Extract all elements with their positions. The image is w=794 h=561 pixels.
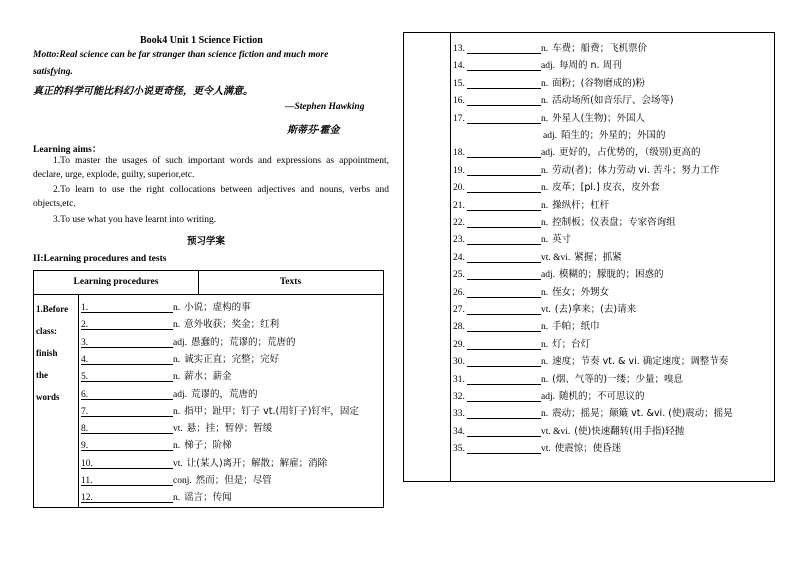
answer-blank[interactable]	[81, 319, 173, 330]
answer-blank[interactable]	[467, 165, 541, 176]
aim-item: 1.To master the usages of such important words and expressions as appointment, declare, urge, explode, guilty, superior,etc.	[33, 156, 389, 180]
motto-text-2: satisfying.	[33, 67, 73, 77]
stage-label-line: class:	[36, 326, 57, 336]
answer-blank[interactable]	[81, 458, 173, 469]
part-of-speech: n.	[541, 183, 549, 194]
stage-label-line: words	[36, 392, 60, 402]
definition: 陌生的；外星的；外国的	[560, 130, 666, 141]
vocab-item	[453, 318, 600, 332]
vocab-item: 5. n. 薪水；薪金	[81, 371, 232, 383]
answer-blank[interactable]	[467, 234, 541, 245]
part-of-speech: n.	[173, 303, 181, 313]
definition: 悬；挂；暂停；暂缓	[186, 423, 273, 435]
part-of-speech: vt.	[173, 424, 183, 435]
answer-blank[interactable]	[467, 43, 541, 54]
vocab-number: 25.	[453, 270, 465, 281]
motto-author: —Stephen Hawking	[285, 102, 365, 112]
vocab-number: 24.	[453, 252, 465, 263]
motto-text-1: Real science can be far stranger than science fiction and much more	[59, 50, 329, 60]
answer-blank[interactable]	[467, 147, 541, 158]
vocab-number: 34.	[453, 426, 465, 437]
part-of-speech: n.	[173, 320, 181, 331]
part-of-speech: n.	[541, 357, 549, 368]
part-of-speech: n.	[173, 372, 181, 383]
answer-blank[interactable]	[467, 374, 541, 385]
definition: 每周的 n. 周刊	[558, 60, 622, 72]
part-of-speech: n.	[541, 96, 549, 107]
part-of-speech: n.	[541, 78, 549, 89]
definition: 速度；节奏 vt. & vi. 确定速度；调整节奏	[552, 356, 729, 368]
part-of-speech: conj.	[173, 476, 192, 486]
part-of-speech: n.	[541, 113, 549, 124]
vocab-number: 18.	[453, 148, 465, 159]
aim-item: 2.To learn to use the right collocations between adjectives and nouns, verbs and objects,etc.	[33, 185, 389, 209]
vocab-number: 20.	[453, 183, 465, 194]
answer-blank[interactable]	[467, 321, 541, 332]
stage-label-line: the	[36, 370, 48, 380]
vocab-number: 27.	[453, 305, 465, 315]
definition: 震动；摇晃；颠簸 vt. &vi. (使)震动；摇晃	[552, 408, 733, 420]
definition: 薪水；薪金	[184, 371, 232, 383]
definition: 灯；台灯	[552, 338, 591, 350]
answer-blank[interactable]	[81, 371, 173, 382]
vocab-item	[453, 284, 609, 298]
part-of-speech: adj.	[173, 389, 187, 400]
answer-blank[interactable]	[81, 423, 173, 434]
definition: 控制板；仪表盘；专家咨询组	[552, 217, 676, 228]
part-of-speech: n.	[541, 235, 549, 246]
vocab-item: 4. n. 诚实正直；完整；完好	[81, 353, 280, 365]
part-of-speech: vt.	[173, 458, 183, 469]
vocab-item	[453, 301, 636, 315]
motto-author-chinese: 斯蒂芬·霍金	[287, 125, 340, 136]
vocab-item	[453, 336, 590, 350]
answer-blank[interactable]	[467, 95, 541, 106]
header-learning-procedures: Learning procedures	[34, 271, 199, 294]
vocab-item	[453, 40, 647, 54]
answer-blank[interactable]	[467, 182, 541, 193]
vocab-item: 1. n. 小说；虚构的事	[81, 302, 251, 313]
part-of-speech: n.	[173, 441, 181, 452]
answer-blank[interactable]	[81, 389, 173, 400]
answer-blank[interactable]	[81, 492, 173, 503]
definition: 随机的；不可思议的	[558, 391, 645, 402]
definition: 小说；虚构的事	[184, 302, 251, 313]
vocab-item: 9. n. 梯子；阶梯	[81, 440, 232, 452]
vocab-number: 31.	[453, 374, 465, 385]
vocab-item	[453, 266, 664, 280]
vocab-number: 35.	[453, 444, 465, 455]
definition: 谣言；传闻	[184, 492, 232, 504]
definition: 使震惊；使昏迷	[554, 443, 622, 455]
vocab-number: 21.	[453, 200, 465, 211]
definition: 面粉；(谷物磨成的)粉	[552, 77, 646, 89]
definition: 英寸	[552, 234, 572, 246]
vocab-item	[453, 405, 733, 419]
answer-blank[interactable]	[467, 391, 541, 402]
answer-blank[interactable]	[467, 443, 541, 454]
vocab-number: 33.	[453, 409, 465, 420]
part-of-speech: vt. &vi.	[541, 252, 571, 263]
answer-blank[interactable]	[467, 200, 541, 211]
definition: 诚实正直；完整；完好	[184, 353, 280, 365]
definition: 让(某人)离开；解散；解雇；消除	[186, 457, 328, 469]
answer-blank[interactable]	[467, 60, 541, 71]
part-of-speech: vt. &vi.	[541, 426, 571, 437]
part-of-speech: n.	[173, 354, 181, 365]
answer-blank[interactable]	[467, 217, 541, 228]
answer-blank[interactable]	[467, 269, 541, 280]
definition: 外星人(生物)；外国人	[552, 112, 646, 124]
definition: 梯子；阶梯	[184, 440, 232, 452]
vocab-item	[453, 214, 676, 228]
definition: 紧握；抓紧	[574, 251, 622, 263]
procedures-heading: II:Learning procedures and tests	[33, 254, 167, 264]
document-title: Book4 Unit 1 Science Fiction	[140, 35, 263, 46]
definition: (去)拿来；(去)请来	[554, 304, 637, 315]
vocab-item	[453, 231, 571, 245]
definition: 皮革；[pl.] 皮衣，皮外套	[552, 182, 660, 194]
stage-label-line: finish	[36, 348, 58, 358]
vocab-item	[453, 110, 645, 124]
part-of-speech: adj.	[543, 131, 557, 141]
vocab-number: 16.	[453, 96, 465, 107]
vocab-item: 6. adj. 荒谬的，荒唐的	[81, 388, 258, 400]
definition: 荒谬的，荒唐的	[190, 388, 258, 400]
vocab-number: 14.	[453, 61, 465, 72]
vocab-item: 12. n. 谣言；传闻	[81, 492, 232, 504]
vocab-number: 30.	[453, 357, 465, 368]
stage-label	[34, 294, 79, 507]
part-of-speech: n.	[541, 44, 549, 54]
part-of-speech: n.	[173, 406, 181, 417]
part-of-speech: n.	[541, 339, 549, 350]
definition: 劳动(者)；体力劳动 vi. 苦斗；努力工作	[552, 164, 720, 176]
definition: 更好的，占优势的，（级别)更高的	[558, 147, 701, 159]
vocab-item: 11. conj. 然而；但是；尽管	[81, 475, 272, 486]
vocab-item	[453, 249, 622, 263]
vocab-item	[453, 353, 728, 367]
answer-blank[interactable]	[81, 354, 173, 365]
answer-blank[interactable]	[81, 406, 173, 417]
vocab-number: 19.	[453, 165, 465, 176]
part-of-speech: n.	[541, 287, 549, 298]
definition: 操纵杆；杠杆	[552, 199, 610, 211]
answer-blank[interactable]	[467, 408, 541, 419]
vocab-number: 17.	[453, 113, 465, 124]
vocab-item	[453, 423, 684, 437]
definition: 然而；但是；尽管	[195, 475, 272, 486]
definition: 意外收获；奖金；红利	[184, 319, 280, 331]
vocab-number: 15.	[453, 78, 465, 89]
vocab-item	[453, 162, 719, 176]
definition: 愚蠢的；荒谬的；荒唐的	[190, 336, 296, 348]
vocab-item	[453, 197, 609, 211]
definition: 模糊的；朦胧的；困惑的	[558, 269, 664, 281]
definition: 侄女；外甥女	[552, 286, 610, 298]
vocab-item	[453, 371, 683, 385]
answer-blank[interactable]	[81, 475, 173, 486]
aim-item: 3.To use what you have learnt into writing.	[53, 215, 217, 225]
table-header-row	[34, 271, 383, 295]
vocab-number: 32.	[453, 392, 465, 402]
vocab-item: 2. n. 意外收获；奖金；红利	[81, 319, 280, 331]
answer-blank[interactable]	[81, 337, 173, 348]
vocab-number: 13.	[453, 44, 465, 54]
vocab-item: 7. n. 指甲；趾甲；钉子 vt.(用钉子)钉牢，固定	[81, 405, 359, 417]
part-of-speech: n.	[541, 322, 549, 333]
vocab-item	[453, 388, 645, 402]
vocab-number: 22.	[453, 218, 465, 228]
definition: 车费；船费；飞机票价	[552, 43, 648, 54]
definition: 活动场所(如音乐厅、会场等)	[552, 95, 674, 107]
answer-blank[interactable]	[467, 356, 541, 367]
part-of-speech: adj.	[541, 148, 555, 159]
definition: 指甲；趾甲；钉子 vt.(用钉子)钉牢，固定	[184, 405, 359, 417]
answer-blank[interactable]	[467, 113, 541, 124]
stage-label-line: 1.Before	[36, 304, 69, 314]
definition: 手帕；纸巾	[552, 321, 600, 333]
vocab-item	[453, 75, 645, 89]
definition: (烟、气等的)一缕；少量；嗅息	[552, 373, 684, 385]
part-of-speech: n.	[541, 409, 549, 420]
motto-chinese: 真正的科学可能比科幻小说更奇怪，更令人满意。	[33, 86, 253, 97]
vocab-item	[543, 127, 666, 141]
answer-blank[interactable]	[467, 78, 541, 89]
part-of-speech: n.	[173, 493, 181, 504]
answer-blank[interactable]	[467, 426, 541, 437]
vocab-item	[453, 144, 700, 158]
vocab-item	[453, 57, 622, 71]
vocab-item	[453, 440, 621, 454]
vocab-number: 23.	[453, 235, 465, 246]
vocab-item	[453, 179, 660, 193]
answer-blank[interactable]	[81, 302, 173, 313]
vocab-item: 10. vt. 让(某人)离开；解散；解雇；消除	[81, 457, 328, 469]
part-of-speech: n.	[541, 200, 549, 211]
vocab-item: 3. adj. 愚蠢的；荒谬的；荒唐的	[81, 336, 296, 348]
part-of-speech: vt.	[541, 305, 551, 315]
vocab-number: 29.	[453, 339, 465, 350]
vocab-number: 28.	[453, 322, 465, 333]
part-of-speech: adj.	[541, 392, 555, 402]
answer-blank[interactable]	[467, 252, 541, 263]
answer-blank[interactable]	[81, 440, 173, 451]
aims-heading: Learning aims：	[33, 145, 102, 155]
definition: (使)快速翻转(用手指)轻抛	[574, 425, 685, 437]
vocab-number: 26.	[453, 287, 465, 298]
vocab-item	[453, 92, 674, 106]
part-of-speech: n.	[541, 374, 549, 385]
header-texts: Texts	[279, 277, 302, 287]
answer-blank[interactable]	[467, 339, 541, 350]
vocab-item: 8. vt. 悬；挂；暂停；暂缓	[81, 423, 273, 435]
part-of-speech: adj.	[541, 270, 555, 281]
preview-heading: 预习学案	[187, 237, 226, 247]
motto-label: Motto:	[33, 50, 60, 60]
answer-blank[interactable]	[467, 304, 541, 315]
part-of-speech: adj.	[541, 61, 555, 72]
part-of-speech: adj.	[173, 337, 187, 348]
part-of-speech: n.	[541, 218, 549, 228]
answer-blank[interactable]	[467, 287, 541, 298]
motto	[33, 47, 393, 81]
part-of-speech: n.	[541, 165, 549, 176]
part-of-speech: vt.	[541, 444, 551, 455]
